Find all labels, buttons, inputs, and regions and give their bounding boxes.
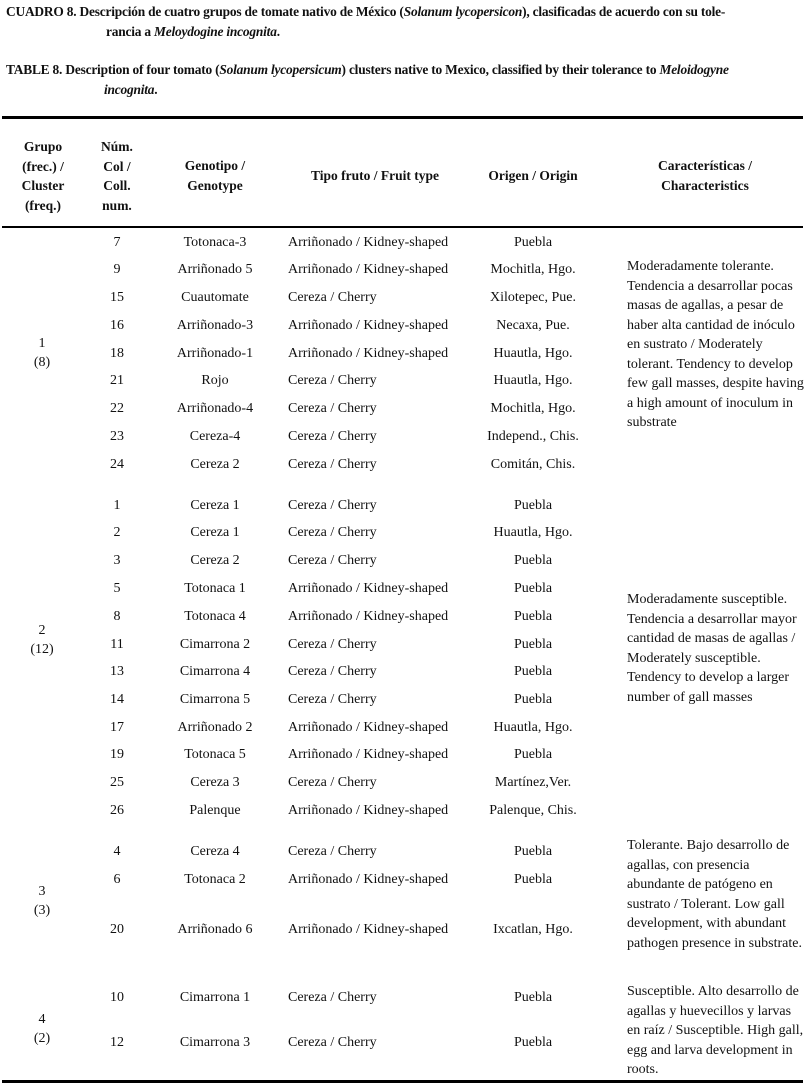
genotype-cell: Totonaca 5 xyxy=(184,747,246,762)
origin-cell: Puebla xyxy=(513,872,553,887)
origin-cell: Puebla xyxy=(513,747,553,762)
coll-num-cell: 10 xyxy=(110,990,124,1005)
fruit-type-cell: Cereza / Cherry xyxy=(288,429,377,444)
header-origin: Origen / Origin xyxy=(488,168,578,183)
caption-english: TABLE 8. Description of four tomato (Solanum lycopersicum) clusters native to Mexico, classified by their tolerance to Meloidogyne incognita. xyxy=(6,62,729,97)
pathogen-name: Meloidogyne xyxy=(659,62,729,77)
header-characteristics: Características / Characteristics xyxy=(657,158,753,193)
fruit-type-cell: Arriñonado / Kidney-shaped xyxy=(288,720,449,735)
header-group: Grupo (frec.) / Cluster (freq.) xyxy=(21,139,65,213)
fruit-type-cell: Arriñonado / Kidney-shaped xyxy=(288,346,449,361)
origin-cell: Puebla xyxy=(513,637,553,652)
group-label: 3 (3) xyxy=(33,884,51,918)
coll-num-cell: 2 xyxy=(113,525,121,540)
genotype-cell: Cereza-4 xyxy=(189,429,241,444)
fruit-type-cell: Cereza / Cherry xyxy=(288,401,377,416)
fruit-type-cell: Cereza / Cherry xyxy=(288,775,377,790)
genotype-cell: Totonaca 4 xyxy=(184,609,246,624)
genotype-cell: Cereza 2 xyxy=(190,457,240,472)
fruit-type-cell: Cereza / Cherry xyxy=(288,1035,377,1050)
origin-cell: Puebla xyxy=(513,553,553,568)
caption-label: CUADRO 8. xyxy=(6,4,77,19)
origin-cell: Puebla xyxy=(513,498,553,513)
origin-cell: Huautla, Hgo. xyxy=(493,525,573,540)
origin-cell: Huautla, Hgo. xyxy=(493,373,573,388)
fruit-type-cell: Cereza / Cherry xyxy=(288,290,377,305)
genotype-cell: Cimarrona 4 xyxy=(179,664,251,679)
origin-cell: Martínez,Ver. xyxy=(494,775,572,790)
fruit-type-cell: Cereza / Cherry xyxy=(288,498,377,513)
genotype-cell: Cimarrona 3 xyxy=(179,1035,251,1050)
fruit-type-cell: Arriñonado / Kidney-shaped xyxy=(288,803,449,818)
coll-num-cell: 9 xyxy=(113,262,121,277)
origin-cell: Puebla xyxy=(513,235,553,250)
group-characteristics: Susceptible. Alto desarrollo de agallas y huevecillos y larvas en raíz / Susceptible. High gall, egg and larva development in roots. xyxy=(627,984,804,1077)
pathogen-name: Meloydogine incognita xyxy=(154,24,277,39)
genotype-cell: Cimarrona 5 xyxy=(179,692,251,707)
coll-num-cell: 22 xyxy=(110,401,124,416)
genotype-cell: Cuautomate xyxy=(181,290,249,305)
fruit-type-cell: Arriñonado / Kidney-shaped xyxy=(288,235,449,250)
genotype-cell: Cereza 3 xyxy=(190,775,240,790)
group-characteristics: Moderadamente tolerante. Tendencia a desarrollar pocas masas de agallas, a pesar de haber alta cantidad de inóculo en sustrato / Moderately tolerant. Tendency to develop few gall masses, despite having a high amount of inoculum in substrate xyxy=(627,259,804,430)
genotype-cell: Arriñonado-1 xyxy=(176,346,254,361)
coll-num-cell: 8 xyxy=(113,609,121,624)
coll-num-cell: 15 xyxy=(110,290,124,305)
fruit-type-cell: Arriñonado / Kidney-shaped xyxy=(288,318,449,333)
fruit-type-cell: Arriñonado / Kidney-shaped xyxy=(288,262,449,277)
coll-num-cell: 7 xyxy=(113,235,121,250)
group-characteristics: Moderadamente susceptible. Tendencia a desarrollar mayor cantidad de masas de agallas / Moderately susceptible. Tendency to develop a larger number of gall masses xyxy=(627,592,797,705)
fruit-type-cell: Arriñonado / Kidney-shaped xyxy=(288,872,449,887)
header-bottom-rule xyxy=(2,226,803,228)
origin-cell: Puebla xyxy=(513,581,553,596)
genotype-cell: Arriñonado-4 xyxy=(176,401,254,416)
genotype-cell: Totonaca 1 xyxy=(184,581,246,596)
coll-num-cell: 14 xyxy=(110,692,124,707)
genotype-cell: Arriñonado 2 xyxy=(177,720,253,735)
fruit-type-cell: Cereza / Cherry xyxy=(288,525,377,540)
genotype-cell: Totonaca-3 xyxy=(183,235,247,250)
coll-num-cell: 13 xyxy=(110,664,124,679)
genotype-cell: Cereza 4 xyxy=(190,844,240,859)
header-genotype: Genotipo / Genotype xyxy=(184,158,246,193)
coll-num-cell: 18 xyxy=(110,346,124,361)
coll-num-cell: 16 xyxy=(110,318,124,333)
origin-cell: Mochitla, Hgo. xyxy=(490,401,576,416)
genotype-cell: Cimarrona 2 xyxy=(179,637,251,652)
fruit-type-cell: Cereza / Cherry xyxy=(288,664,377,679)
fruit-type-cell: Cereza / Cherry xyxy=(288,692,377,707)
species-name: Solanum lycopersicon xyxy=(403,4,523,19)
group-label: 4 (2) xyxy=(33,1012,51,1046)
genotype-cell: Arriñonado-3 xyxy=(176,318,254,333)
coll-num-cell: 24 xyxy=(110,457,124,472)
group-label: 2 (12) xyxy=(30,623,54,657)
genotype-cell: Cimarrona 1 xyxy=(179,990,251,1005)
genotype-cell: Palenque xyxy=(189,803,241,818)
coll-num-cell: 19 xyxy=(110,747,124,762)
fruit-type-cell: Cereza / Cherry xyxy=(288,844,377,859)
origin-cell: Puebla xyxy=(513,692,553,707)
coll-num-cell: 1 xyxy=(113,498,121,513)
group-label: 1 (8) xyxy=(33,336,51,370)
origin-cell: Huautla, Hgo. xyxy=(493,720,573,735)
origin-cell: Comitán, Chis. xyxy=(490,457,576,472)
fruit-type-cell: Cereza / Cherry xyxy=(288,990,377,1005)
origin-cell: Puebla xyxy=(513,990,553,1005)
fruit-type-cell: Cereza / Cherry xyxy=(288,373,377,388)
fruit-type-cell: Arriñonado / Kidney-shaped xyxy=(288,922,449,937)
origin-cell: Puebla xyxy=(513,609,553,624)
coll-num-cell: 5 xyxy=(113,581,121,596)
table-top-rule xyxy=(2,116,803,119)
genotype-cell: Cereza 2 xyxy=(190,553,240,568)
genotype-cell: Arriñonado 5 xyxy=(177,262,253,277)
coll-num-cell: 4 xyxy=(113,844,121,859)
origin-cell: Puebla xyxy=(513,844,553,859)
fruit-type-cell: Cereza / Cherry xyxy=(288,457,377,472)
fruit-type-cell: Arriñonado / Kidney-shaped xyxy=(288,747,449,762)
origin-cell: Ixcatlan, Hgo. xyxy=(493,922,573,937)
caption-spanish: CUADRO 8. Descripción de cuatro grupos de tomate nativo de México (Solanum lycopersicon), clasificadas de acuerdo con su tole- rancia a Meloydogine incognita. xyxy=(6,4,726,39)
origin-cell: Independ., Chis. xyxy=(487,429,579,444)
origin-cell: Mochitla, Hgo. xyxy=(490,262,576,277)
header-coll-num: Núm. Col / Coll. num. xyxy=(101,139,133,213)
table-bottom-rule xyxy=(2,1080,803,1083)
caption-label: TABLE 8. xyxy=(6,62,63,77)
coll-num-cell: 3 xyxy=(113,553,121,568)
species-name: Solanum lycopersicum xyxy=(219,62,342,77)
fruit-type-cell: Cereza / Cherry xyxy=(288,553,377,568)
coll-num-cell: 21 xyxy=(110,373,124,388)
fruit-type-cell: Arriñonado / Kidney-shaped xyxy=(288,609,449,624)
group-characteristics: Tolerante. Bajo desarrollo de agallas, con presencia abundante de patógeno en sustrato / Tolerant. Low gall development, with abundant pathogen presence in substrate. xyxy=(627,838,802,951)
origin-cell: Xilotepec, Pue. xyxy=(490,290,576,305)
genotype-cell: Cereza 1 xyxy=(190,498,240,513)
coll-num-cell: 6 xyxy=(113,872,121,887)
header-fruit-type: Tipo fruto / Fruit type xyxy=(311,168,439,183)
genotype-cell: Cereza 1 xyxy=(190,525,240,540)
origin-cell: Palenque, Chis. xyxy=(489,803,577,818)
coll-num-cell: 25 xyxy=(110,775,124,790)
coll-num-cell: 11 xyxy=(110,637,124,652)
origin-cell: Necaxa, Pue. xyxy=(496,318,570,333)
origin-cell: Puebla xyxy=(513,1035,553,1050)
genotype-cell: Totonaca 2 xyxy=(184,872,246,887)
origin-cell: Puebla xyxy=(513,664,553,679)
coll-num-cell: 17 xyxy=(110,720,124,735)
fruit-type-cell: Cereza / Cherry xyxy=(288,637,377,652)
coll-num-cell: 23 xyxy=(110,429,124,444)
coll-num-cell: 20 xyxy=(110,922,124,937)
genotype-cell: Arriñonado 6 xyxy=(177,922,253,937)
origin-cell: Huautla, Hgo. xyxy=(493,346,573,361)
genotype-cell: Rojo xyxy=(201,373,229,388)
coll-num-cell: 12 xyxy=(110,1035,124,1050)
fruit-type-cell: Arriñonado / Kidney-shaped xyxy=(288,581,449,596)
coll-num-cell: 26 xyxy=(110,803,124,818)
